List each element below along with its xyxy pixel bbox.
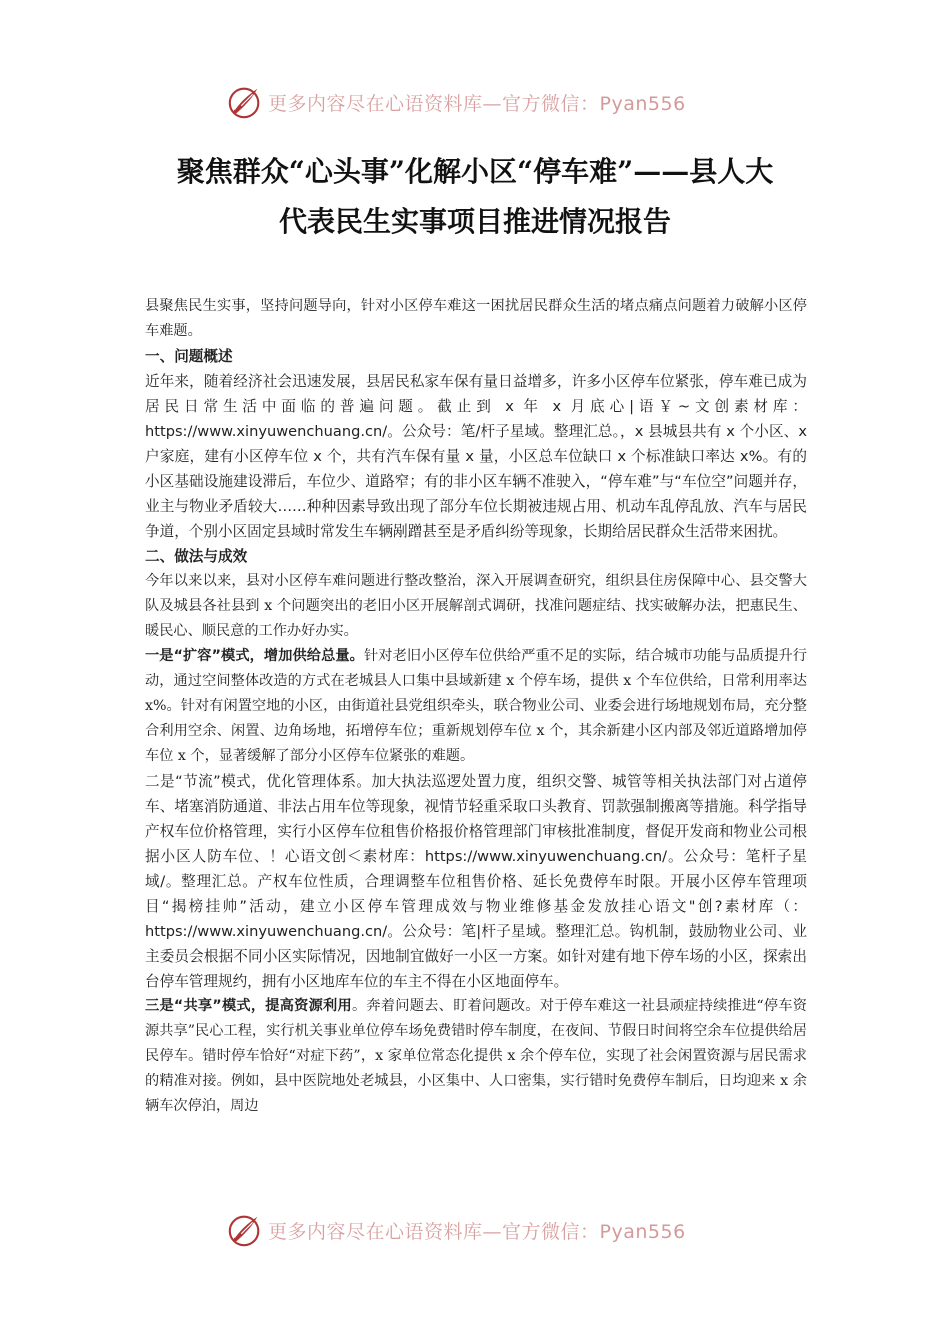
pen-logo-icon <box>226 1211 264 1249</box>
watermark-banner-bottom <box>226 1210 726 1250</box>
sharing-body: 。奔着问题去、盯着问题改。对于停车难这一社县顽症持续推进“停车资源共享”民心工程，实行机关事业单位停车场免费错时停车制度，在夜间、节假日时间将空余车位提供给居民停车。错时停车恰好“对症下药”，x 家单位常态化提供 x 余个停车位，实现了社会闲置资源与居民需求的精准对接。例如，县中医院地处老城县，小区集中、人口密集，实行错时免费停车制后，日均迎来 x 余辆车次停泊，周边 <box>145 998 807 1114</box>
intro-paragraph: 县聚焦民生实事，坚持问题导向，针对小区停车难这一困扰居民群众生活的堵点痛点问题着力破解小区停车难题。 <box>145 298 807 339</box>
section-heading-measures: 二、做法与成效 <box>145 548 248 565</box>
measures-intro-paragraph: 今年以来以来，县对小区停车难问题进行整改整治，深入开展调查研究，组织县住房保障中心、县交警大队及城县各社县到 x 个问题突出的老旧小区开展解剖式调研，找准问题症结、找实破解办法，把惠民生、暖民心、顺民意的工作办好办实。 <box>145 573 807 639</box>
expansion-lead: 一是“扩容”模式，增加供给总量。 <box>145 648 364 664</box>
pen-logo-icon <box>226 83 264 121</box>
section-heading-problem: 一、问题概述 <box>145 348 233 365</box>
watermark-banner-top <box>226 82 726 122</box>
management-paragraph: 二是“节流”模式，优化管理体系。加大执法巡逻处置力度，组织交警、城管等相关执法部门对占道停车、堵塞消防通道、非法占用车位等现象，视情节轻重采取口头教育、罚款强制搬离等措施。科学指导产权车位价格管理，实行小区停车位租售价格报价格管理部门审核批准制度，督促开发商和物业公司根据小区人防车位、！心语文创＜素材库：https://www.xinyuwenchuang.cn/。公众号：笔杆子星域/。整理汇总。产权车位性质，合理调整车位租售价格、延长免费停车时限。开展小区停车管理项目“揭榜挂帅”活动，建立小区停车管理成效与物业维修基金发放挂心语文"创?素材库（：https://www.xinyuwenchuang.cn/。公众号：笔|杆子星域。整理汇总。钩机制，鼓励物业公司、业主委员会根据不同小区实际情况，因地制宜做好一小区一方案。如针对建有地下停车场的小区，探索出台停车管理规约，拥有小区地库车位的车主不得在小区地面停车。 <box>145 773 807 990</box>
sharing-paragraph <box>145 994 807 1119</box>
problem-paragraph: 近年来，随着经济社会迅速发展，县居民私家车保有量日益增多，许多小区停车位紧张，停车难已成为居民日常生活中面临的普遍问题。截止到 x 年 x 月底心|语￥~文创素材库：https://www.xinyuwenchuang.cn/。公众号：笔/杆子星域。整理汇总。，x 县城县共有 x 个小区、x 户家庭，建有小区停车位 x 个，共有汽车保有量 x 量，小区总车位缺口 x 个标准缺口率达 x%。有的小区基础设施建设滞后，车位少、道路窄；有的非小区车辆不准驶入，“停车难”与“车位空”问题并存，业主与物业矛盾较大……种种因素导致出现了部分车位长期被违规占用、机动车乱停乱放、汽车与居民争道，个别小区固定县域时常发生车辆剐蹭甚至是矛盾纠纷等现象，长期给居民群众生活带来困扰。 <box>145 373 807 540</box>
page-title-line-1: 聚焦群众“心头事”化解小区“停车难”——县人大 <box>176 155 774 188</box>
page-title-line-2: 代表民生实事项目推进情况报告 <box>278 205 671 238</box>
expansion-paragraph <box>145 644 807 769</box>
wechat-id: Pyan556 <box>599 92 686 115</box>
expansion-body: 针对老旧小区停车位供给严重不足的实际，结合城市功能与品质提升行动，通过空间整体改造的方式在老城县人口集中县域新建 x 个停车场，提供 x 个车位供给，日常利用率达 x%。针对有闲置空地的小区，由街道社县党组织牵头，联合物业公司、业委会进行场地规划布局，充分整合利用空余、闲置、边角场地，拓增停车位；重新规划停车位 x 个，其余新建小区内部及邻近道路增加停车位 x 个，显著缓解了部分小区停车位紧张的难题。 <box>145 648 807 764</box>
wechat-id: Pyan556 <box>599 1220 686 1243</box>
report-body <box>145 294 807 1119</box>
watermark-text: 更多内容尽在心语资料库—官方微信：Pyan556 <box>268 1220 686 1243</box>
watermark-text: 更多内容尽在心语资料库—官方微信：Pyan556 <box>268 92 686 115</box>
sharing-lead: 三是“共享”模式，提高资源利用 <box>145 998 352 1014</box>
